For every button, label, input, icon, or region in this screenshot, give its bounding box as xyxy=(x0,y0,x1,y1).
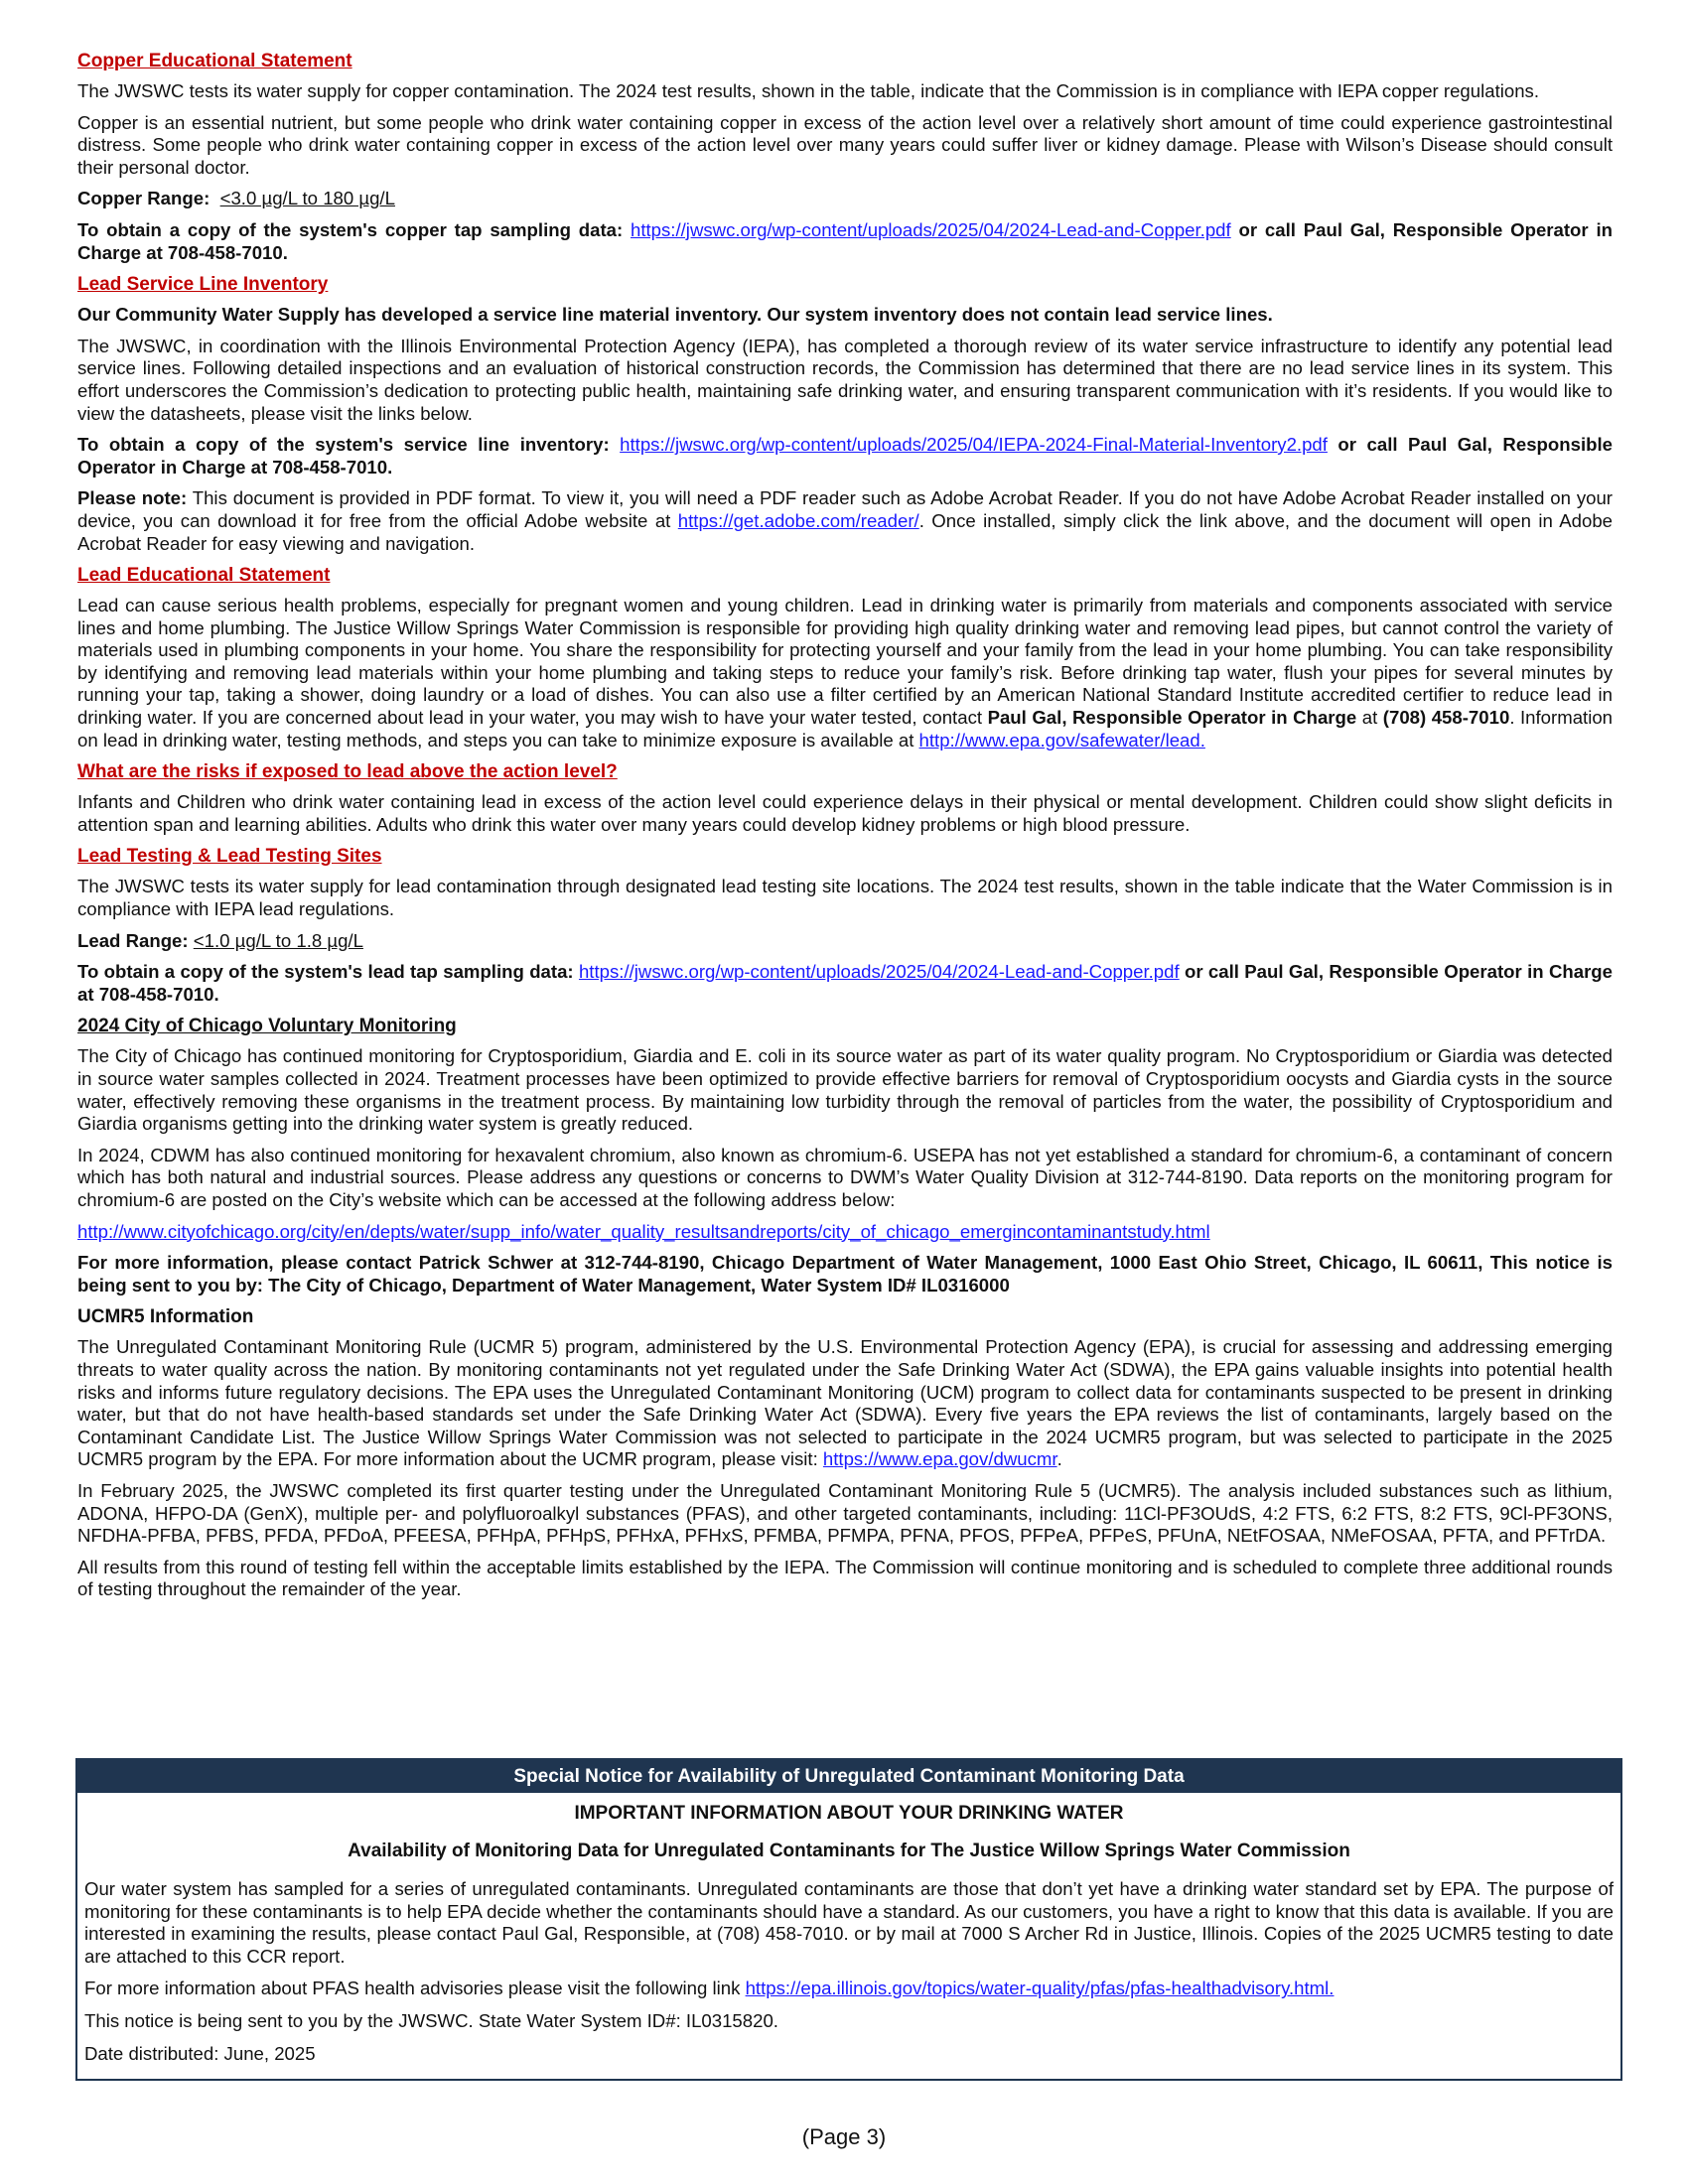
lead-ed-contact-phone: (708) 458-7010 xyxy=(1382,707,1510,729)
chicago-paragraph-2: In 2024, CDWM has also continued monitoring for hexavalent chromium, also known as chromium-6. USEPA has not yet established a standard for chromium-6, a contaminant of concern which has both natural and industrial sources. Please address any questions or concerns to DWM’s Water Quality Division at 312-744-8190. Data reports on the monitoring program for chromium-6 are posted on the City’s website which can be accessed at the following address below: xyxy=(77,1144,1613,1210)
notice-paragraph-1: Our water system has sampled for a series of unregulated contaminants. Unregulated contaminants are those that don’t yet have a drinking water standard set by EPA. The purpose of monitoring for these contaminants is to help EPA decide whether the contaminants should have a standard. As our customers, you have a right to know that this data is available. If you are interested in examining the results, please contact Paul Gal, Responsible, at (708) 458-7010. or by mail at 7000 S Archer Rd in Justice, Illinois. Copies of the 2025 UCMR5 testing to date are attached to this CCR report. xyxy=(84,1878,1614,1967)
notice-paragraph-3: This notice is being sent to you by the JWSWC. State Water System ID#: IL0315820. xyxy=(84,2009,778,2031)
lsl-note-tail: . Once installed, simply click the link above, and the document will open in Adobe Acrobat Reader for easy viewing and navigation. xyxy=(77,509,1614,554)
pfas-advisory-link[interactable]: https://epa.illinois.gov/topics/water-quality/pfas/pfas-healthadvisory.html. xyxy=(745,1978,1335,1999)
lsl-note-label: Please note: xyxy=(77,487,188,509)
testing-obtain-tail: or call Paul Gal, Responsible Operator in Charge at 708-458-7010. xyxy=(77,961,1614,1005)
copper-paragraph-1: The JWSWC tests its water supply for copper contamination. The 2024 test results, shown in the table, indicate that the Commission is in compliance with IEPA copper regulations. xyxy=(77,80,1540,101)
notice-heading-availability: Availability of Monitoring Data for Unregulated Contaminants for The Justice Willow Springs Water Commission xyxy=(348,1841,1350,1861)
copper-range xyxy=(77,188,1613,210)
special-notice-body xyxy=(77,1793,1620,2079)
lsl-bold-intro xyxy=(77,304,1613,327)
ucmr-section-title: UCMR5 Information xyxy=(77,1306,254,1328)
chicago-contact-text: For more information, please contact Patrick Schwer at 312-744-8190, Chicago Department of Water Management, 1000 East Ohio Street, Chicago, IL 60611, This notice is being sent to you by: The City of Chicago, Department of Water Management, Water System ID# IL0316000 xyxy=(77,1252,1613,1296)
lead-ed-contact-name: Paul Gal, Responsible Operator in Charge xyxy=(987,707,1357,729)
lead-range-label: Lead Range: xyxy=(77,929,189,951)
adobe-reader-link[interactable]: https://get.adobe.com/reader/ xyxy=(677,509,919,531)
copper-range-value: <3.0 µg/L to 180 µg/L xyxy=(219,188,395,209)
notice-paragraph-2-text: For more information about PFAS health advisories please visit the following link xyxy=(84,1978,741,1999)
chicago-contact xyxy=(77,1252,1613,1297)
ucmr-link[interactable]: https://www.epa.gov/dwucmr xyxy=(822,1448,1057,1470)
copper-section-title: Copper Educational Statement xyxy=(77,51,352,71)
lead-range xyxy=(77,930,1613,953)
lsl-note xyxy=(77,487,1613,555)
lsl-obtain-tail: or call Paul Gal, Responsible Operator in Charge at 708-458-7010. xyxy=(77,434,1613,478)
testing-section-title: Lead Testing & Lead Testing Sites xyxy=(77,846,382,868)
risks-section-title: What are the risks if exposed to lead above the action level? xyxy=(77,761,618,783)
lsl-obtain xyxy=(77,434,1613,478)
lead-ed-paragraph xyxy=(77,595,1613,751)
chicago-section-title: 2024 City of Chicago Voluntary Monitoring xyxy=(77,1016,457,1037)
ucmr-paragraph-1: The Unregulated Contaminant Monitoring Rule (UCMR 5) program, administered by the U.S. Environmental Protection Agency (EPA), is crucial for assessing and addressing emerging threats to water quality across the nation. By monitoring contaminants not yet regulated under the Safe Drinking Water Act (SDWA), the EPA gains valuable insights into potential health risks and informs future regulatory decisions. The EPA uses the Unregulated Contaminant Monitoring (UCM) program to collect data for contaminants suspected to be present in drinking water, but that do not have health-based standards set under the Safe Drinking Water Act (SDWA). Every five years the EPA reviews the list of contaminants, largely based on the Contaminant Candidate List. The Justice Willow Springs Water Commission was not selected to participate in the 2024 UCMR5 program, but was selected to participate in the 2025 UCMR5 program by the EPA. For more information about the UCMR program, please visit: https://www.epa.gov/dwucmr. xyxy=(77,1336,1613,1470)
epa-lead-link[interactable]: http://www.epa.gov/safewater/lead. xyxy=(918,729,1205,751)
chicago-link-line xyxy=(77,1221,1613,1244)
copper-obtain-label: To obtain a copy of the system's copper tap sampling data: xyxy=(77,218,624,240)
lsl-note-text: This document is provided in PDF format. To view it, you will need a PDF reader such as Adobe Acrobat Reader. If you do not have Adobe Acrobat Reader installed on your device, you can download it for free from the official Adobe website at xyxy=(77,487,1613,531)
lsl-paragraph-1: The JWSWC, in coordination with the Illinois Environmental Protection Agency (IEPA), has completed a thorough review of its water service infrastructure to identify any potential lead service lines. Following detailed inspections and an evaluation of historical construction records, the Commission has determined that there are no lead service lines in its system. This effort underscores the Commission’s dedication to protecting public health, maintaining safe drinking water, and ensuring transparent communication with it’s residents. If you would like to view the datasheets, please visit the links below. xyxy=(77,335,1613,424)
notice-heading-important: IMPORTANT INFORMATION ABOUT YOUR DRINKING WATER xyxy=(574,1803,1124,1824)
chicago-paragraph-1: The City of Chicago has continued monitoring for Cryptosporidium, Giardia and E. coli in its source water as part of its water quality program. No Cryptosporidium or Giardia was detected in source water samples collected in 2024. Treatment processes have been optimized to provide effective barriers for removal of Cryptosporidium oocysts and Giardia cysts in the source water, effectively removing these organisms in the treatment process. By maintaining low turbidity through the removal of particles from the water, the possibility of Cryptosporidium and Giardia organisms getting into the drinking water system is greatly reduced. xyxy=(77,1045,1613,1135)
testing-obtain xyxy=(77,961,1613,1006)
ucmr-paragraph-1-text: The Unregulated Contaminant Monitoring Rule (UCMR 5) program, administered by the U.S. Environmental Protection Agency (EPA), is crucial for assessing and addressing emerging threats to water quality across the nation. By monitoring contaminants not yet regulated under the Safe Drinking Water Act (SDWA), the EPA gains valuable insights into potential health risks and informs future regulatory decisions. The EPA uses the Unregulated Contaminant Monitoring (UCM) program to collect data for contaminants suspected to be present in drinking water, but that do not have health-based standards set under the Safe Drinking Water Act (SDWA). Every five years the EPA reviews the list of contaminants, largely based on the Contaminant Candidate List. The Justice Willow Springs Water Commission was not selected to participate in the 2024 UCMR5 program, but was selected to participate in the 2025 UCMR5 program by the EPA. For more information about the UCMR program, please visit: xyxy=(77,1336,1613,1470)
copper-range-label: Copper Range: xyxy=(77,188,211,209)
lsl-inventory-link[interactable]: https://jwswc.org/wp-content/uploads/2025/04/IEPA-2024-Final-Material-Inventory2.pdf xyxy=(620,434,1328,456)
special-notice-header: Special Notice for Availability of Unregulated Contaminant Monitoring Data xyxy=(77,1760,1620,1793)
copper-data-link[interactable]: https://jwswc.org/wp-content/uploads/2025/04/2024-Lead-and-Copper.pdf xyxy=(631,218,1231,240)
lead-ed-text-at: at xyxy=(1361,707,1378,729)
notice-date-distributed: Date distributed: June, 2025 xyxy=(84,2042,316,2064)
notice-paragraph-2 xyxy=(84,1978,1614,2000)
copper-obtain-tail: or call Paul Gal, Responsible Operator in Charge at 708-458-7010. xyxy=(77,218,1613,263)
lead-ed-text-e: . Information on lead in drinking water, testing methods, and steps you can take to minimize exposure is available at xyxy=(77,707,1614,751)
lead-ed-text-a: Lead can cause serious health problems, especially for pregnant women and young children. Lead in drinking water is primarily from materials and components associated with service lines and home plumbing. The Justice Willow Springs Water Commission is responsible for providing high quality drinking water and removing lead pipes, but cannot control the variety of materials used in plumbing components in your home. You share the responsibility for protecting yourself and your family from the lead in your home plumbing. You can take responsibility by identifying and removing lead materials within your home plumbing and taking steps to reduce your family’s risk. Before drinking tap water, flush your pipes for several minutes by running your tap, taking a shower, doing laundry or a load of dishes. You can also use a filter certified by an American National Standard Institute accredited certifier to reduce lead in drinking water. If you are concerned about lead in your water, you may wish to have your water tested, contact xyxy=(77,595,1613,729)
risks-paragraph: Infants and Children who drink water containing lead in excess of the action level could experience delays in their physical or mental development. Children could show slight deficits in attention span and learning abilities. Adults who drink this water over many years could develop kidney problems or high blood pressure. xyxy=(77,791,1613,835)
copper-paragraph-2: Copper is an essential nutrient, but some people who drink water containing copper in excess of the action level over a relatively short amount of time could experience gastrointestinal distress. Some people who drink water containing copper in excess of the action level over many years could suffer liver or kidney damage. Please with Wilson’s Disease should consult their personal doctor. xyxy=(77,111,1613,178)
special-notice-box xyxy=(75,1758,1622,2081)
testing-paragraph: The JWSWC tests its water supply for lead contamination through designated lead testing site locations. The 2024 test results, shown in the table indicate that the Water Commission is in compliance with IEPA lead regulations. xyxy=(77,876,1613,920)
page-number: (Page 3) xyxy=(801,2124,887,2149)
ucmr-paragraph-2: In February 2025, the JWSWC completed its first quarter testing under the Unregulated Contaminant Monitoring Rule 5 (UCMR5). The analysis included substances such as lithium, ADONA, HFPO-DA (GenX), multiple per- and polyfluoroalkyl substances (PFAS), and other targeted contaminants, including: 11Cl-PF3OUdS, 4:2 FTS, 6:2 FTS, 8:2 FTS, 9Cl-PF3ONS, NFDHA-PFBA, PFBS, PFDA, PFDoA, PFEESA, PFHpA, PFHpS, PFHxA, PFHxS, PFMBA, PFMPA, PFNA, PFOS, PFPeA, PFPeS, PFUnA, NEtFOSAA, NMeFOSAA, PFTA, and PFTrDA. xyxy=(77,1479,1613,1547)
lsl-bold-intro-text: Our Community Water Supply has developed a service line material inventory. Our system inventory does not contain lead service lines. xyxy=(77,304,1273,326)
copper-obtain xyxy=(77,219,1613,264)
lead-data-link[interactable]: https://jwswc.org/wp-content/uploads/2025/04/2024-Lead-and-Copper.pdf xyxy=(578,961,1180,983)
lead-ed-section-title: Lead Educational Statement xyxy=(77,565,331,587)
lsl-obtain-label: To obtain a copy of the system's service line inventory: xyxy=(77,434,610,456)
chicago-report-link[interactable]: http://www.cityofchicago.org/city/en/depts/water/supp_info/water_quality_resultsandreports/city_of_chicago_emergincontaminantstudy.html xyxy=(77,1220,1210,1242)
ucmr-paragraph-3: All results from this round of testing fell within the acceptable limits established by the IEPA. The Commission will continue monitoring and is scheduled to complete three additional rounds of testing throughout the remainder of the year. xyxy=(77,1556,1613,1600)
lead-range-value: <1.0 µg/L to 1.8 µg/L xyxy=(193,929,363,951)
document-body xyxy=(77,50,1613,1610)
lsl-section-title: Lead Service Line Inventory xyxy=(77,274,329,296)
testing-obtain-label: To obtain a copy of the system's lead tap sampling data: xyxy=(77,961,574,983)
